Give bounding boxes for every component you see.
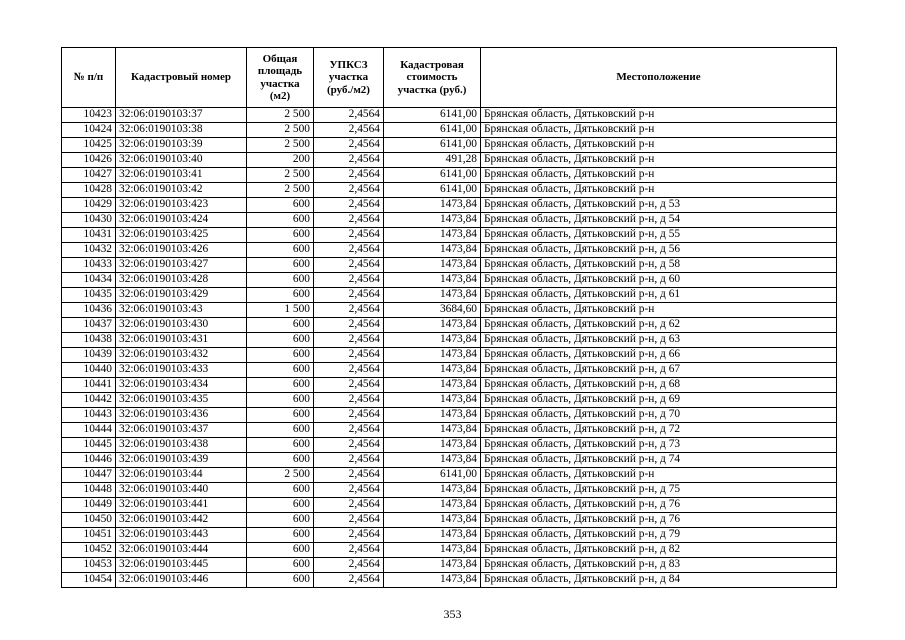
table-row bbox=[62, 363, 837, 378]
cell-location: Брянская область, Дятьковский р-н bbox=[481, 123, 837, 138]
table-row bbox=[62, 408, 837, 423]
cell-area: 600 bbox=[247, 408, 314, 423]
cell-cadastral: 32:06:0190103:40 bbox=[116, 153, 247, 168]
table-row bbox=[62, 153, 837, 168]
cell-location: Брянская область, Дятьковский р-н, д 55 bbox=[481, 228, 837, 243]
cell-area: 600 bbox=[247, 453, 314, 468]
cell-cadastral: 32:06:0190103:435 bbox=[116, 393, 247, 408]
cell-location: Брянская область, Дятьковский р-н bbox=[481, 108, 837, 123]
cell-cadastral: 32:06:0190103:440 bbox=[116, 483, 247, 498]
cell-area: 200 bbox=[247, 153, 314, 168]
cell-area: 600 bbox=[247, 228, 314, 243]
cadastral-table bbox=[61, 47, 837, 588]
cell-num: 10439 bbox=[62, 348, 116, 363]
cell-num: 10449 bbox=[62, 498, 116, 513]
cell-rate: 2,4564 bbox=[314, 378, 384, 393]
cell-location: Брянская область, Дятьковский р-н, д 72 bbox=[481, 423, 837, 438]
cell-rate: 2,4564 bbox=[314, 483, 384, 498]
cell-cadastral: 32:06:0190103:446 bbox=[116, 573, 247, 588]
cell-cost: 1473,84 bbox=[384, 528, 481, 543]
cell-cadastral: 32:06:0190103:436 bbox=[116, 408, 247, 423]
cell-rate: 2,4564 bbox=[314, 228, 384, 243]
cell-area: 600 bbox=[247, 573, 314, 588]
cell-num: 10429 bbox=[62, 198, 116, 213]
cell-rate: 2,4564 bbox=[314, 138, 384, 153]
cell-cost: 1473,84 bbox=[384, 348, 481, 363]
cell-area: 600 bbox=[247, 333, 314, 348]
cell-location: Брянская область, Дятьковский р-н, д 62 bbox=[481, 318, 837, 333]
cell-cadastral: 32:06:0190103:433 bbox=[116, 363, 247, 378]
cell-num: 10428 bbox=[62, 183, 116, 198]
cell-area: 600 bbox=[247, 288, 314, 303]
cell-location: Брянская область, Дятьковский р-н bbox=[481, 468, 837, 483]
cell-cadastral: 32:06:0190103:42 bbox=[116, 183, 247, 198]
cell-area: 600 bbox=[247, 528, 314, 543]
cell-cadastral: 32:06:0190103:427 bbox=[116, 258, 247, 273]
cell-cost: 1473,84 bbox=[384, 393, 481, 408]
cell-num: 10446 bbox=[62, 453, 116, 468]
cell-area: 600 bbox=[247, 393, 314, 408]
cell-rate: 2,4564 bbox=[314, 468, 384, 483]
cell-location: Брянская область, Дятьковский р-н, д 53 bbox=[481, 198, 837, 213]
table-row bbox=[62, 513, 837, 528]
cell-rate: 2,4564 bbox=[314, 348, 384, 363]
table-row bbox=[62, 318, 837, 333]
cell-num: 10442 bbox=[62, 393, 116, 408]
cell-cost: 1473,84 bbox=[384, 228, 481, 243]
cell-cadastral: 32:06:0190103:39 bbox=[116, 138, 247, 153]
cell-location: Брянская область, Дятьковский р-н, д 70 bbox=[481, 408, 837, 423]
cell-cadastral: 32:06:0190103:424 bbox=[116, 213, 247, 228]
cell-cadastral: 32:06:0190103:445 bbox=[116, 558, 247, 573]
cell-num: 10444 bbox=[62, 423, 116, 438]
cell-area: 600 bbox=[247, 258, 314, 273]
table-row bbox=[62, 183, 837, 198]
table-row bbox=[62, 423, 837, 438]
cell-area: 600 bbox=[247, 363, 314, 378]
cell-cost: 1473,84 bbox=[384, 453, 481, 468]
cell-area: 2 500 bbox=[247, 168, 314, 183]
table-row bbox=[62, 393, 837, 408]
cell-cadastral: 32:06:0190103:37 bbox=[116, 108, 247, 123]
cell-num: 10452 bbox=[62, 543, 116, 558]
cell-rate: 2,4564 bbox=[314, 303, 384, 318]
cell-cost: 1473,84 bbox=[384, 558, 481, 573]
cell-rate: 2,4564 bbox=[314, 183, 384, 198]
cell-area: 2 500 bbox=[247, 468, 314, 483]
cell-cost: 1473,84 bbox=[384, 483, 481, 498]
cell-location: Брянская область, Дятьковский р-н, д 74 bbox=[481, 453, 837, 468]
cell-cadastral: 32:06:0190103:441 bbox=[116, 498, 247, 513]
cell-rate: 2,4564 bbox=[314, 558, 384, 573]
cell-cadastral: 32:06:0190103:439 bbox=[116, 453, 247, 468]
cell-rate: 2,4564 bbox=[314, 123, 384, 138]
cell-cost: 1473,84 bbox=[384, 543, 481, 558]
cell-area: 600 bbox=[247, 273, 314, 288]
cell-num: 10433 bbox=[62, 258, 116, 273]
cell-cost: 1473,84 bbox=[384, 378, 481, 393]
cell-cadastral: 32:06:0190103:437 bbox=[116, 423, 247, 438]
cell-cost: 1473,84 bbox=[384, 213, 481, 228]
cell-num: 10436 bbox=[62, 303, 116, 318]
cell-cost: 491,28 bbox=[384, 153, 481, 168]
cell-area: 600 bbox=[247, 243, 314, 258]
table-header bbox=[62, 48, 837, 108]
cell-location: Брянская область, Дятьковский р-н, д 63 bbox=[481, 333, 837, 348]
cell-rate: 2,4564 bbox=[314, 453, 384, 468]
cell-location: Брянская область, Дятьковский р-н, д 54 bbox=[481, 213, 837, 228]
cell-num: 10443 bbox=[62, 408, 116, 423]
table-row bbox=[62, 468, 837, 483]
cell-area: 600 bbox=[247, 423, 314, 438]
cell-num: 10441 bbox=[62, 378, 116, 393]
cell-rate: 2,4564 bbox=[314, 273, 384, 288]
cell-rate: 2,4564 bbox=[314, 408, 384, 423]
cell-num: 10427 bbox=[62, 168, 116, 183]
cell-num: 10431 bbox=[62, 228, 116, 243]
table-row bbox=[62, 198, 837, 213]
cell-location: Брянская область, Дятьковский р-н, д 79 bbox=[481, 528, 837, 543]
cell-rate: 2,4564 bbox=[314, 258, 384, 273]
cell-num: 10445 bbox=[62, 438, 116, 453]
cell-area: 600 bbox=[247, 318, 314, 333]
cell-area: 600 bbox=[247, 558, 314, 573]
cell-cadastral: 32:06:0190103:442 bbox=[116, 513, 247, 528]
cell-rate: 2,4564 bbox=[314, 198, 384, 213]
cell-area: 600 bbox=[247, 513, 314, 528]
cell-cost: 1473,84 bbox=[384, 513, 481, 528]
cell-rate: 2,4564 bbox=[314, 513, 384, 528]
cell-cost: 6141,00 bbox=[384, 468, 481, 483]
table-row bbox=[62, 543, 837, 558]
cell-rate: 2,4564 bbox=[314, 438, 384, 453]
cell-rate: 2,4564 bbox=[314, 318, 384, 333]
cell-location: Брянская область, Дятьковский р-н, д 69 bbox=[481, 393, 837, 408]
header-area: Общая площадь участка (м2) bbox=[247, 48, 314, 108]
cell-num: 10440 bbox=[62, 363, 116, 378]
cell-cadastral: 32:06:0190103:434 bbox=[116, 378, 247, 393]
cell-cost: 6141,00 bbox=[384, 183, 481, 198]
table-row bbox=[62, 258, 837, 273]
cell-cost: 1473,84 bbox=[384, 198, 481, 213]
cell-rate: 2,4564 bbox=[314, 543, 384, 558]
cell-area: 600 bbox=[247, 198, 314, 213]
cell-rate: 2,4564 bbox=[314, 243, 384, 258]
cell-area: 2 500 bbox=[247, 108, 314, 123]
table-row bbox=[62, 288, 837, 303]
cell-num: 10448 bbox=[62, 483, 116, 498]
cell-cadastral: 32:06:0190103:423 bbox=[116, 198, 247, 213]
cell-num: 10426 bbox=[62, 153, 116, 168]
cell-cadastral: 32:06:0190103:426 bbox=[116, 243, 247, 258]
cell-area: 1 500 bbox=[247, 303, 314, 318]
table-row bbox=[62, 333, 837, 348]
cell-rate: 2,4564 bbox=[314, 498, 384, 513]
cell-num: 10437 bbox=[62, 318, 116, 333]
cell-num: 10438 bbox=[62, 333, 116, 348]
table-row bbox=[62, 528, 837, 543]
table-row bbox=[62, 108, 837, 123]
table-row bbox=[62, 138, 837, 153]
cell-cost: 1473,84 bbox=[384, 273, 481, 288]
table-row bbox=[62, 228, 837, 243]
cell-cost: 1473,84 bbox=[384, 573, 481, 588]
header-cost: Кадастровая стоимость участка (руб.) bbox=[384, 48, 481, 108]
cell-location: Брянская область, Дятьковский р-н, д 84 bbox=[481, 573, 837, 588]
cell-num: 10435 bbox=[62, 288, 116, 303]
cell-area: 600 bbox=[247, 498, 314, 513]
cell-cost: 6141,00 bbox=[384, 108, 481, 123]
cell-location: Брянская область, Дятьковский р-н, д 61 bbox=[481, 288, 837, 303]
cell-rate: 2,4564 bbox=[314, 393, 384, 408]
cell-rate: 2,4564 bbox=[314, 573, 384, 588]
cell-cost: 1473,84 bbox=[384, 288, 481, 303]
table-row bbox=[62, 498, 837, 513]
cell-cost: 6141,00 bbox=[384, 138, 481, 153]
cell-cost: 1473,84 bbox=[384, 243, 481, 258]
cell-location: Брянская область, Дятьковский р-н bbox=[481, 183, 837, 198]
cell-location: Брянская область, Дятьковский р-н, д 67 bbox=[481, 363, 837, 378]
cell-location: Брянская область, Дятьковский р-н, д 73 bbox=[481, 438, 837, 453]
cell-location: Брянская область, Дятьковский р-н, д 66 bbox=[481, 348, 837, 363]
cell-location: Брянская область, Дятьковский р-н, д 82 bbox=[481, 543, 837, 558]
cell-area: 600 bbox=[247, 213, 314, 228]
cell-location: Брянская область, Дятьковский р-н, д 68 bbox=[481, 378, 837, 393]
cell-area: 600 bbox=[247, 543, 314, 558]
cell-location: Брянская область, Дятьковский р-н, д 83 bbox=[481, 558, 837, 573]
cell-rate: 2,4564 bbox=[314, 423, 384, 438]
table-row bbox=[62, 213, 837, 228]
cell-location: Брянская область, Дятьковский р-н, д 76 bbox=[481, 513, 837, 528]
cell-rate: 2,4564 bbox=[314, 213, 384, 228]
cell-cadastral: 32:06:0190103:425 bbox=[116, 228, 247, 243]
cell-cost: 1473,84 bbox=[384, 408, 481, 423]
cell-location: Брянская область, Дятьковский р-н, д 60 bbox=[481, 273, 837, 288]
cell-cadastral: 32:06:0190103:428 bbox=[116, 273, 247, 288]
cell-location: Брянская область, Дятьковский р-н, д 56 bbox=[481, 243, 837, 258]
cell-rate: 2,4564 bbox=[314, 288, 384, 303]
cell-cost: 1473,84 bbox=[384, 438, 481, 453]
header-num: № п/п bbox=[62, 48, 116, 108]
cell-cost: 1473,84 bbox=[384, 333, 481, 348]
table-row bbox=[62, 573, 837, 588]
cell-cadastral: 32:06:0190103:429 bbox=[116, 288, 247, 303]
cell-area: 2 500 bbox=[247, 183, 314, 198]
cell-cadastral: 32:06:0190103:43 bbox=[116, 303, 247, 318]
cell-num: 10453 bbox=[62, 558, 116, 573]
table-row bbox=[62, 483, 837, 498]
cell-num: 10450 bbox=[62, 513, 116, 528]
cell-num: 10425 bbox=[62, 138, 116, 153]
cell-cadastral: 32:06:0190103:38 bbox=[116, 123, 247, 138]
cell-location: Брянская область, Дятьковский р-н bbox=[481, 168, 837, 183]
cell-num: 10451 bbox=[62, 528, 116, 543]
table-row bbox=[62, 123, 837, 138]
cell-num: 10454 bbox=[62, 573, 116, 588]
cell-cadastral: 32:06:0190103:444 bbox=[116, 543, 247, 558]
cell-num: 10432 bbox=[62, 243, 116, 258]
cell-area: 600 bbox=[247, 378, 314, 393]
table-row bbox=[62, 168, 837, 183]
cell-location: Брянская область, Дятьковский р-н, д 75 bbox=[481, 483, 837, 498]
table-row bbox=[62, 453, 837, 468]
cell-rate: 2,4564 bbox=[314, 528, 384, 543]
table-row bbox=[62, 438, 837, 453]
header-row bbox=[62, 48, 837, 108]
cell-cadastral: 32:06:0190103:44 bbox=[116, 468, 247, 483]
cell-cost: 1473,84 bbox=[384, 498, 481, 513]
cell-num: 10434 bbox=[62, 273, 116, 288]
cell-num: 10423 bbox=[62, 108, 116, 123]
cell-location: Брянская область, Дятьковский р-н, д 58 bbox=[481, 258, 837, 273]
table-row bbox=[62, 273, 837, 288]
page-number: 353 bbox=[443, 607, 462, 621]
cell-num: 10430 bbox=[62, 213, 116, 228]
cell-cost: 1473,84 bbox=[384, 318, 481, 333]
header-location: Местоположение bbox=[481, 48, 837, 108]
cell-cost: 6141,00 bbox=[384, 123, 481, 138]
cell-num: 10424 bbox=[62, 123, 116, 138]
cell-cost: 3684,60 bbox=[384, 303, 481, 318]
cell-location: Брянская область, Дятьковский р-н bbox=[481, 153, 837, 168]
cell-cost: 1473,84 bbox=[384, 423, 481, 438]
cell-area: 2 500 bbox=[247, 123, 314, 138]
table-row bbox=[62, 303, 837, 318]
table-body bbox=[62, 108, 837, 588]
cell-location: Брянская область, Дятьковский р-н bbox=[481, 303, 837, 318]
header-rate: УПКСЗ участка (руб./м2) bbox=[314, 48, 384, 108]
cell-area: 600 bbox=[247, 483, 314, 498]
cell-cost: 1473,84 bbox=[384, 363, 481, 378]
cell-area: 2 500 bbox=[247, 138, 314, 153]
cell-rate: 2,4564 bbox=[314, 108, 384, 123]
cell-area: 600 bbox=[247, 348, 314, 363]
table-row bbox=[62, 558, 837, 573]
cell-cost: 6141,00 bbox=[384, 168, 481, 183]
cell-cost: 1473,84 bbox=[384, 258, 481, 273]
cell-area: 600 bbox=[247, 438, 314, 453]
table-row bbox=[62, 243, 837, 258]
cell-cadastral: 32:06:0190103:431 bbox=[116, 333, 247, 348]
cell-cadastral: 32:06:0190103:438 bbox=[116, 438, 247, 453]
cell-num: 10447 bbox=[62, 468, 116, 483]
cell-cadastral: 32:06:0190103:41 bbox=[116, 168, 247, 183]
cell-rate: 2,4564 bbox=[314, 363, 384, 378]
table-row bbox=[62, 378, 837, 393]
cell-rate: 2,4564 bbox=[314, 168, 384, 183]
table-row bbox=[62, 348, 837, 363]
cell-rate: 2,4564 bbox=[314, 333, 384, 348]
cell-location: Брянская область, Дятьковский р-н, д 76 bbox=[481, 498, 837, 513]
cell-cadastral: 32:06:0190103:432 bbox=[116, 348, 247, 363]
cell-rate: 2,4564 bbox=[314, 153, 384, 168]
cell-cadastral: 32:06:0190103:430 bbox=[116, 318, 247, 333]
cell-cadastral: 32:06:0190103:443 bbox=[116, 528, 247, 543]
header-cadastral: Кадастровый номер bbox=[116, 48, 247, 108]
cell-location: Брянская область, Дятьковский р-н bbox=[481, 138, 837, 153]
